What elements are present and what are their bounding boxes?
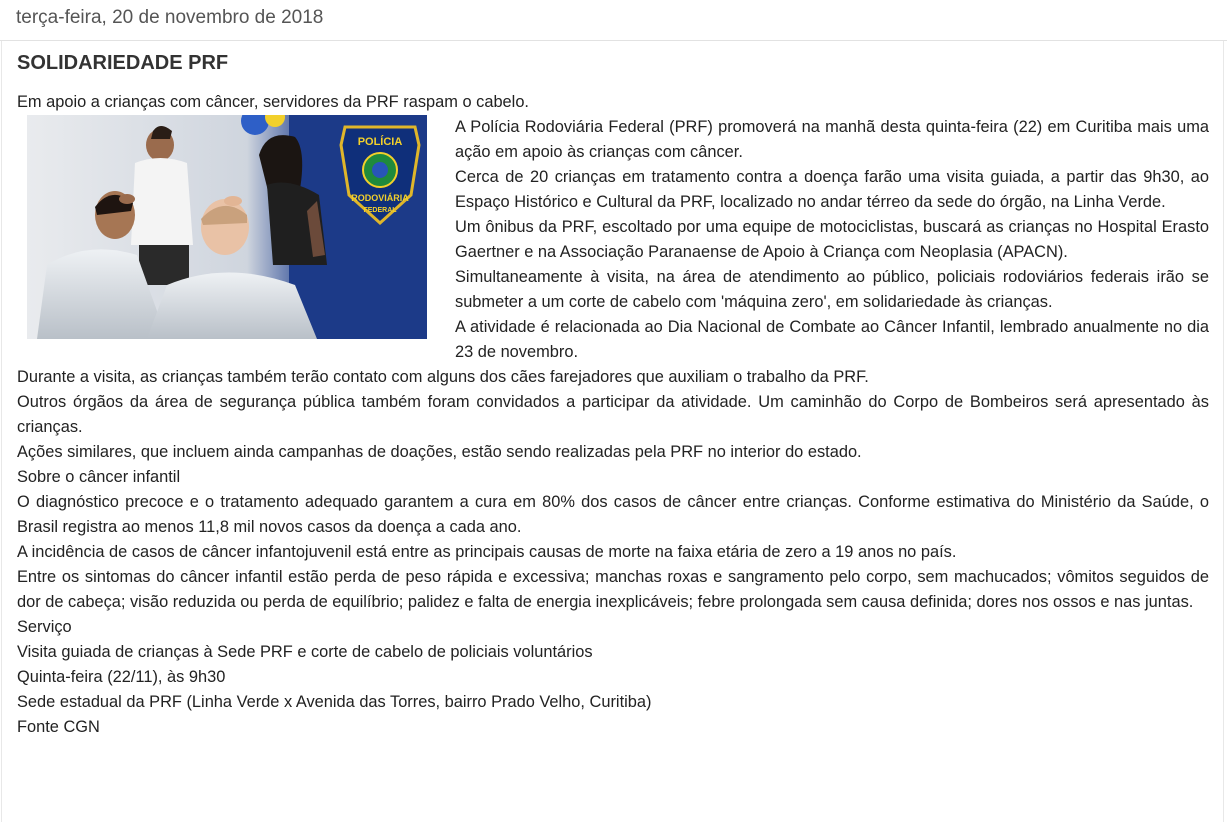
post-subtitle: Em apoio a crianças com câncer, servidores da PRF raspam o cabelo.: [17, 93, 529, 111]
paragraph: A atividade é relacionada ao Dia Nacional de Combate ao Câncer Infantil, lembrado anualmente no dia 23 de novembro.: [455, 318, 1209, 361]
paragraph: Durante a visita, as crianças também terão contato com alguns dos cães farejadores que auxiliam o trabalho da PRF.: [17, 368, 869, 386]
service-line: Visita guiada de crianças à Sede PRF e corte de cabelo de policiais voluntários: [17, 643, 593, 661]
post-body: [17, 90, 1209, 740]
section-heading: Serviço: [17, 618, 72, 636]
post-photo[interactable]: [27, 115, 427, 339]
post-title[interactable]: SOLIDARIEDADE PRF: [17, 52, 229, 74]
paragraph: Entre os sintomas do câncer infantil estão perda de peso rápida e excessiva; manchas roxas e sangramento pelo corpo, sem machucados; vômitos seguidos de dor de cabeça; visão reduzida ou perda de equilíbrio; palidez e falta de energia inexplicáveis; febre prolongada sem causa definida; dores nos ossos e nas juntas.: [17, 568, 1209, 611]
paragraph: Simultaneamente à visita, na área de atendimento ao público, policiais rodoviários federais irão se submeter a um corte de cabelo com 'máquina zero', em solidariedade às crianças.: [455, 268, 1209, 311]
date-header: terça-feira, 20 de novembro de 2018: [0, 0, 1227, 41]
service-line: Sede estadual da PRF (Linha Verde x Avenida das Torres, bairro Prado Velho, Curitiba): [17, 693, 652, 711]
paragraph: A incidência de casos de câncer infantojuvenil está entre as principais causas de morte na faixa etária de zero a 19 anos no país.: [17, 543, 957, 561]
badge-mid-text: RODOVIÁRIA: [351, 193, 409, 203]
badge-bottom-text: FEDERAL: [363, 207, 397, 214]
section-heading: Sobre o câncer infantil: [17, 468, 181, 486]
paragraph: Um ônibus da PRF, escoltado por uma equipe de motociclistas, buscará as crianças no Hospital Erasto Gaertner e na Associação Paranaense de Apoio à Criança com Neoplasia (APACN).: [455, 218, 1209, 261]
paragraph: Cerca de 20 crianças em tratamento contra a doença farão uma visita guiada, a partir das 9h30, ao Espaço Histórico e Cultural da PRF, localizado no andar térreo da sede do órgão, na Linha Verde.: [455, 168, 1209, 211]
paragraph: Outros órgãos da área de segurança pública também foram convidados a participar da atividade. Um caminhão do Corpo de Bombeiros será apresentado às crianças.: [17, 393, 1209, 436]
paragraph: A Polícia Rodoviária Federal (PRF) promoverá na manhã desta quinta-feira (22) em Curitiba mais uma ação em apoio às crianças com câncer.: [455, 118, 1209, 161]
head-shaving-photo: [27, 115, 427, 339]
source-line: Fonte CGN: [17, 718, 100, 736]
paragraph: Ações similares, que incluem ainda campanhas de doações, estão sendo realizadas pela PRF no interior do estado.: [17, 443, 862, 461]
service-line: Quinta-feira (22/11), às 9h30: [17, 668, 226, 686]
badge-top-text: POLÍCIA: [357, 136, 403, 148]
paragraph: O diagnóstico precoce e o tratamento adequado garantem a cura em 80% dos casos de câncer entre crianças. Conforme estimativa do Ministério da Saúde, o Brasil registra ao menos 11,8 mil novos casos da doença a cada ano.: [17, 493, 1209, 536]
blog-post: [1, 41, 1224, 822]
